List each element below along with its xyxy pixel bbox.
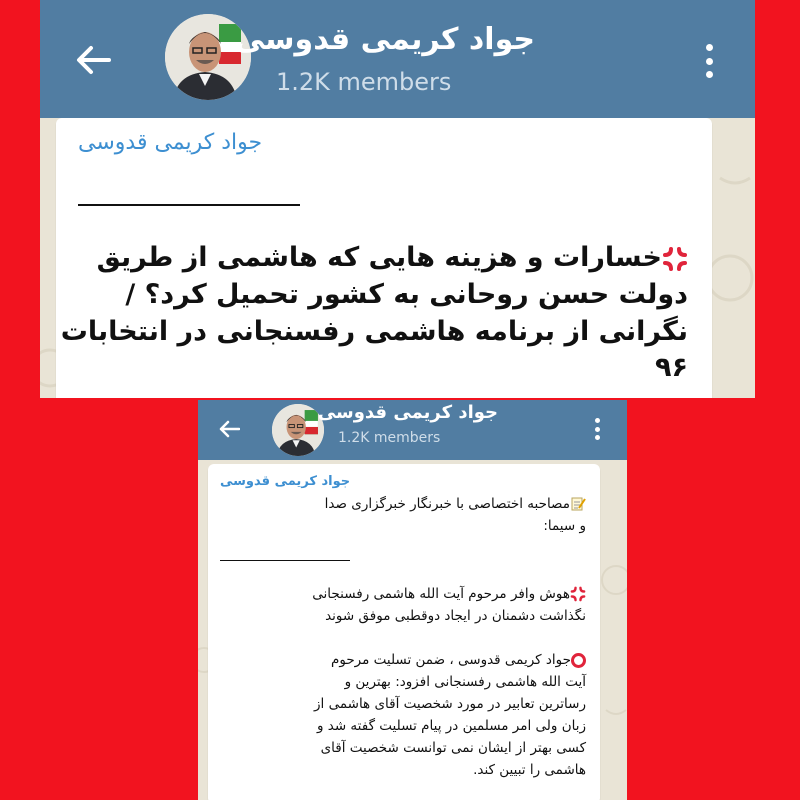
message-text: و سیما:	[543, 518, 586, 534]
message-line	[331, 652, 586, 668]
channel-avatar[interactable]	[272, 404, 324, 456]
member-count: 1.2K members	[276, 68, 452, 96]
bottom-screenshot	[198, 400, 627, 800]
anger-symbol-icon	[570, 586, 586, 602]
message-line	[345, 674, 586, 690]
message-line	[325, 608, 586, 624]
avatar-portrait	[272, 404, 324, 456]
message-text: ۹۶	[655, 352, 688, 383]
message-text: مصاحبه اختصاصی با خبرنگار خبرگزاری صدا	[324, 496, 570, 512]
member-count: 1.2K members	[338, 430, 441, 446]
channel-title: جواد کریمی قدوسی	[317, 402, 498, 423]
message-sender: جواد کریمی قدوسی	[220, 474, 351, 489]
memo-icon	[570, 496, 586, 512]
message-text: هاشمی را تبیین کند.	[473, 762, 586, 778]
kebab-menu-icon	[706, 44, 713, 51]
message-text: رساترین تعابیر در مورد شخصیت آقای هاشمی از	[314, 696, 586, 712]
message-text: نگرانی از برنامه هاشمی رفسنجانی در انتخابات	[60, 316, 688, 347]
message-line	[655, 352, 688, 383]
message-text: خسارات و هزینه هایی که هاشمی از طریق	[96, 242, 662, 273]
channel-title: جواد کریمی قدوسی	[234, 22, 535, 57]
message-text: زبان ولی امر مسلمین در پیام تسلیت گفته شد و	[316, 718, 586, 734]
anger-symbol-icon	[662, 246, 688, 272]
message-text: هوش وافر مرحوم آیت الله هاشمی رفسنجانی	[312, 586, 570, 602]
message-line	[543, 518, 586, 534]
message-text: دولت حسن روحانی به کشور تحمیل کرد؟ /	[125, 279, 688, 310]
back-button[interactable]	[68, 38, 118, 82]
message-text: جواد کریمی قدوسی ، ضمن تسلیت مرحوم	[330, 652, 571, 668]
message-bubble[interactable]	[56, 118, 712, 398]
message-bubble[interactable]	[208, 464, 600, 800]
message-line	[314, 696, 586, 712]
message-text: کسی بهتر از ایشان نمی توانست شخصیت آقای	[320, 740, 586, 756]
message-line	[312, 586, 586, 602]
kebab-menu-icon	[595, 418, 600, 423]
top-screenshot	[40, 0, 755, 398]
message-line	[317, 718, 586, 734]
message-text: نگذاشت دشمنان در ایجاد دوقطبی موفق شوند	[325, 608, 586, 624]
red-circle-icon	[571, 653, 586, 668]
message-line	[125, 279, 688, 310]
chat-header	[40, 0, 755, 118]
chat-header	[198, 400, 627, 460]
divider-line	[78, 204, 300, 206]
menu-button[interactable]	[592, 418, 602, 440]
message-text: آیت الله هاشمی رفسنجانی افزود: بهترین و	[344, 674, 586, 690]
message-line	[473, 762, 586, 778]
message-line	[97, 242, 688, 273]
message-sender: جواد کریمی قدوسی	[78, 130, 263, 155]
message-line	[325, 496, 586, 512]
arrow-left-icon	[218, 420, 240, 438]
message-line	[321, 740, 586, 756]
back-button[interactable]	[212, 414, 246, 444]
arrow-left-icon	[75, 45, 111, 75]
message-line	[61, 316, 688, 347]
menu-button[interactable]	[702, 44, 716, 78]
divider-line	[220, 560, 350, 561]
